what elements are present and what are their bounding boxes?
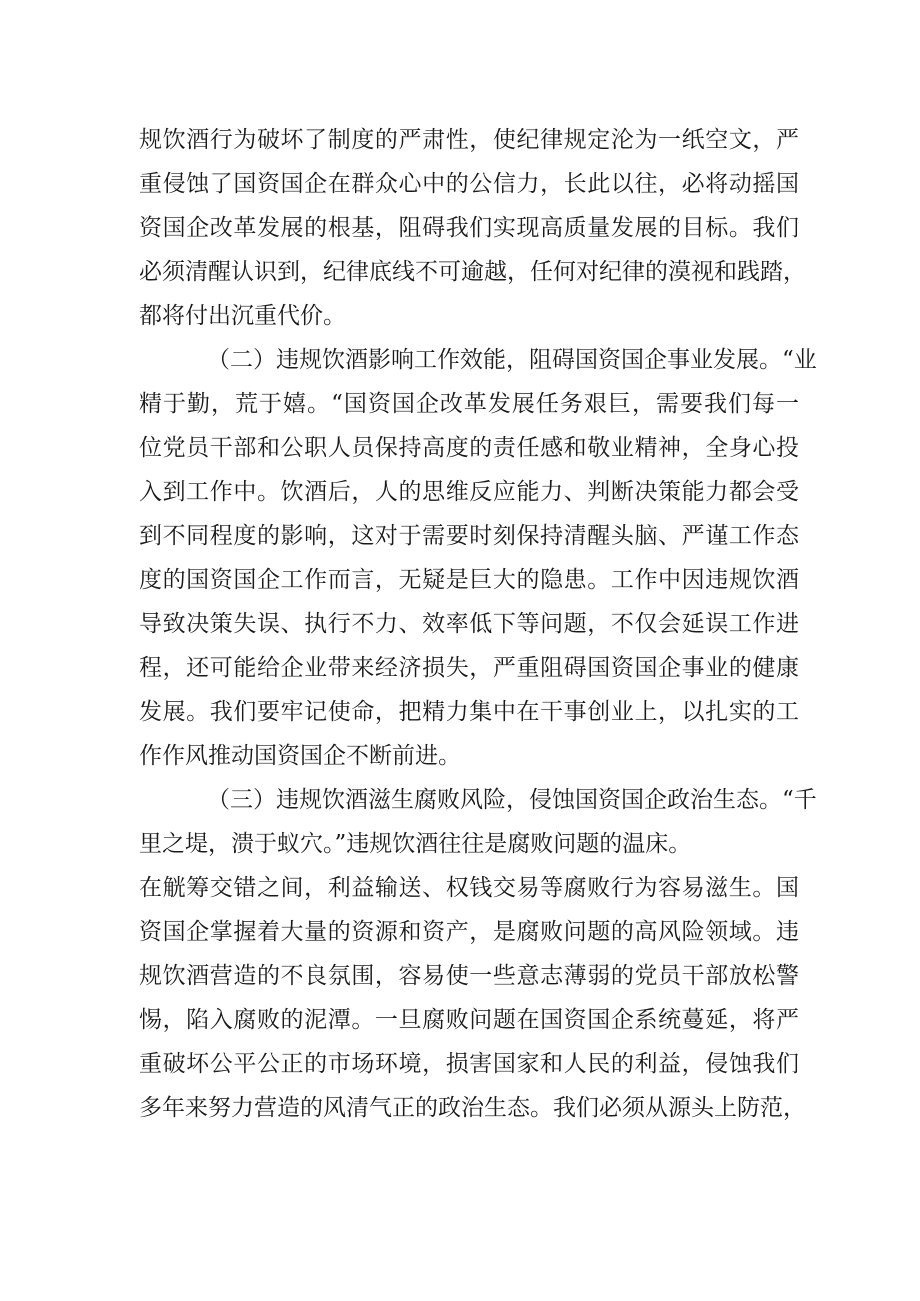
text-line: 程，还可能给企业带来经济损失，严重阻碍国资国企事业的健康 (139, 655, 799, 681)
text-line: 在觥筹交错之间，利益输送、权钱交易等腐败行为容易滋生。国 (139, 875, 799, 901)
text-line: 必须清醒认识到，纪律底线不可逾越，任何对纪律的漠视和践踏， (139, 259, 806, 285)
text-line: 重侵蚀了国资国企在群众心中的公信力，长此以往，必将动摇国 (139, 171, 799, 197)
text-line: 里之堤，溃于蚁穴。”违规饮酒往往是腐败问题的温床。 (139, 831, 692, 857)
text-line: 精于勤，荒于嬉。“国资国企改革发展任务艰巨，需要我们每一 (139, 391, 799, 417)
text-line: （二）违规饮酒影响工作效能，阻碍国资国企事业发展。“业 (207, 347, 817, 373)
text-line: （三）违规饮酒滋生腐败风险，侵蚀国资国企政治生态。“千 (207, 787, 817, 813)
text-line: 多年来努力营造的风清气正的政治生态。我们必须从源头上防范， (139, 1095, 806, 1121)
text-line: 惕，陷入腐败的泥潭。一旦腐败问题在国资国企系统蔓延，将严 (139, 1007, 799, 1033)
text-line: 位党员干部和公职人员保持高度的责任感和敬业精神，全身心投 (139, 435, 799, 461)
text-line: 入到工作中。饮酒后，人的思维反应能力、判断决策能力都会受 (139, 479, 799, 505)
text-line: 都将付出沉重代价。 (139, 303, 346, 329)
text-line: 规饮酒行为破坏了制度的严肃性，使纪律规定沦为一纸空文，严 (139, 127, 799, 153)
text-line: 发展。我们要牢记使命，把精力集中在干事创业上，以扎实的工 (139, 699, 799, 725)
text-line: 到不同程度的影响，这对于需要时刻保持清醒头脑、严谨工作态 (139, 523, 799, 549)
text-line: 资国企掌握着大量的资源和资产，是腐败问题的高风险领域。违 (139, 919, 799, 945)
text-line: 度的国资国企工作而言，无疑是巨大的隐患。工作中因违规饮酒 (139, 567, 799, 593)
text-line: 资国企改革发展的根基，阻碍我们实现高质量发展的目标。我们 (139, 215, 799, 241)
text-line: 作作风推动国资国企不断前进。 (139, 743, 461, 769)
text-line: 重破坏公平公正的市场环境，损害国家和人民的利益，侵蚀我们 (139, 1051, 799, 1077)
text-line: 导致决策失误、执行不力、效率低下等问题，不仅会延误工作进 (139, 611, 799, 637)
text-line: 规饮酒营造的不良氛围，容易使一些意志薄弱的党员干部放松警 (139, 963, 799, 989)
document-body (139, 118, 817, 1130)
